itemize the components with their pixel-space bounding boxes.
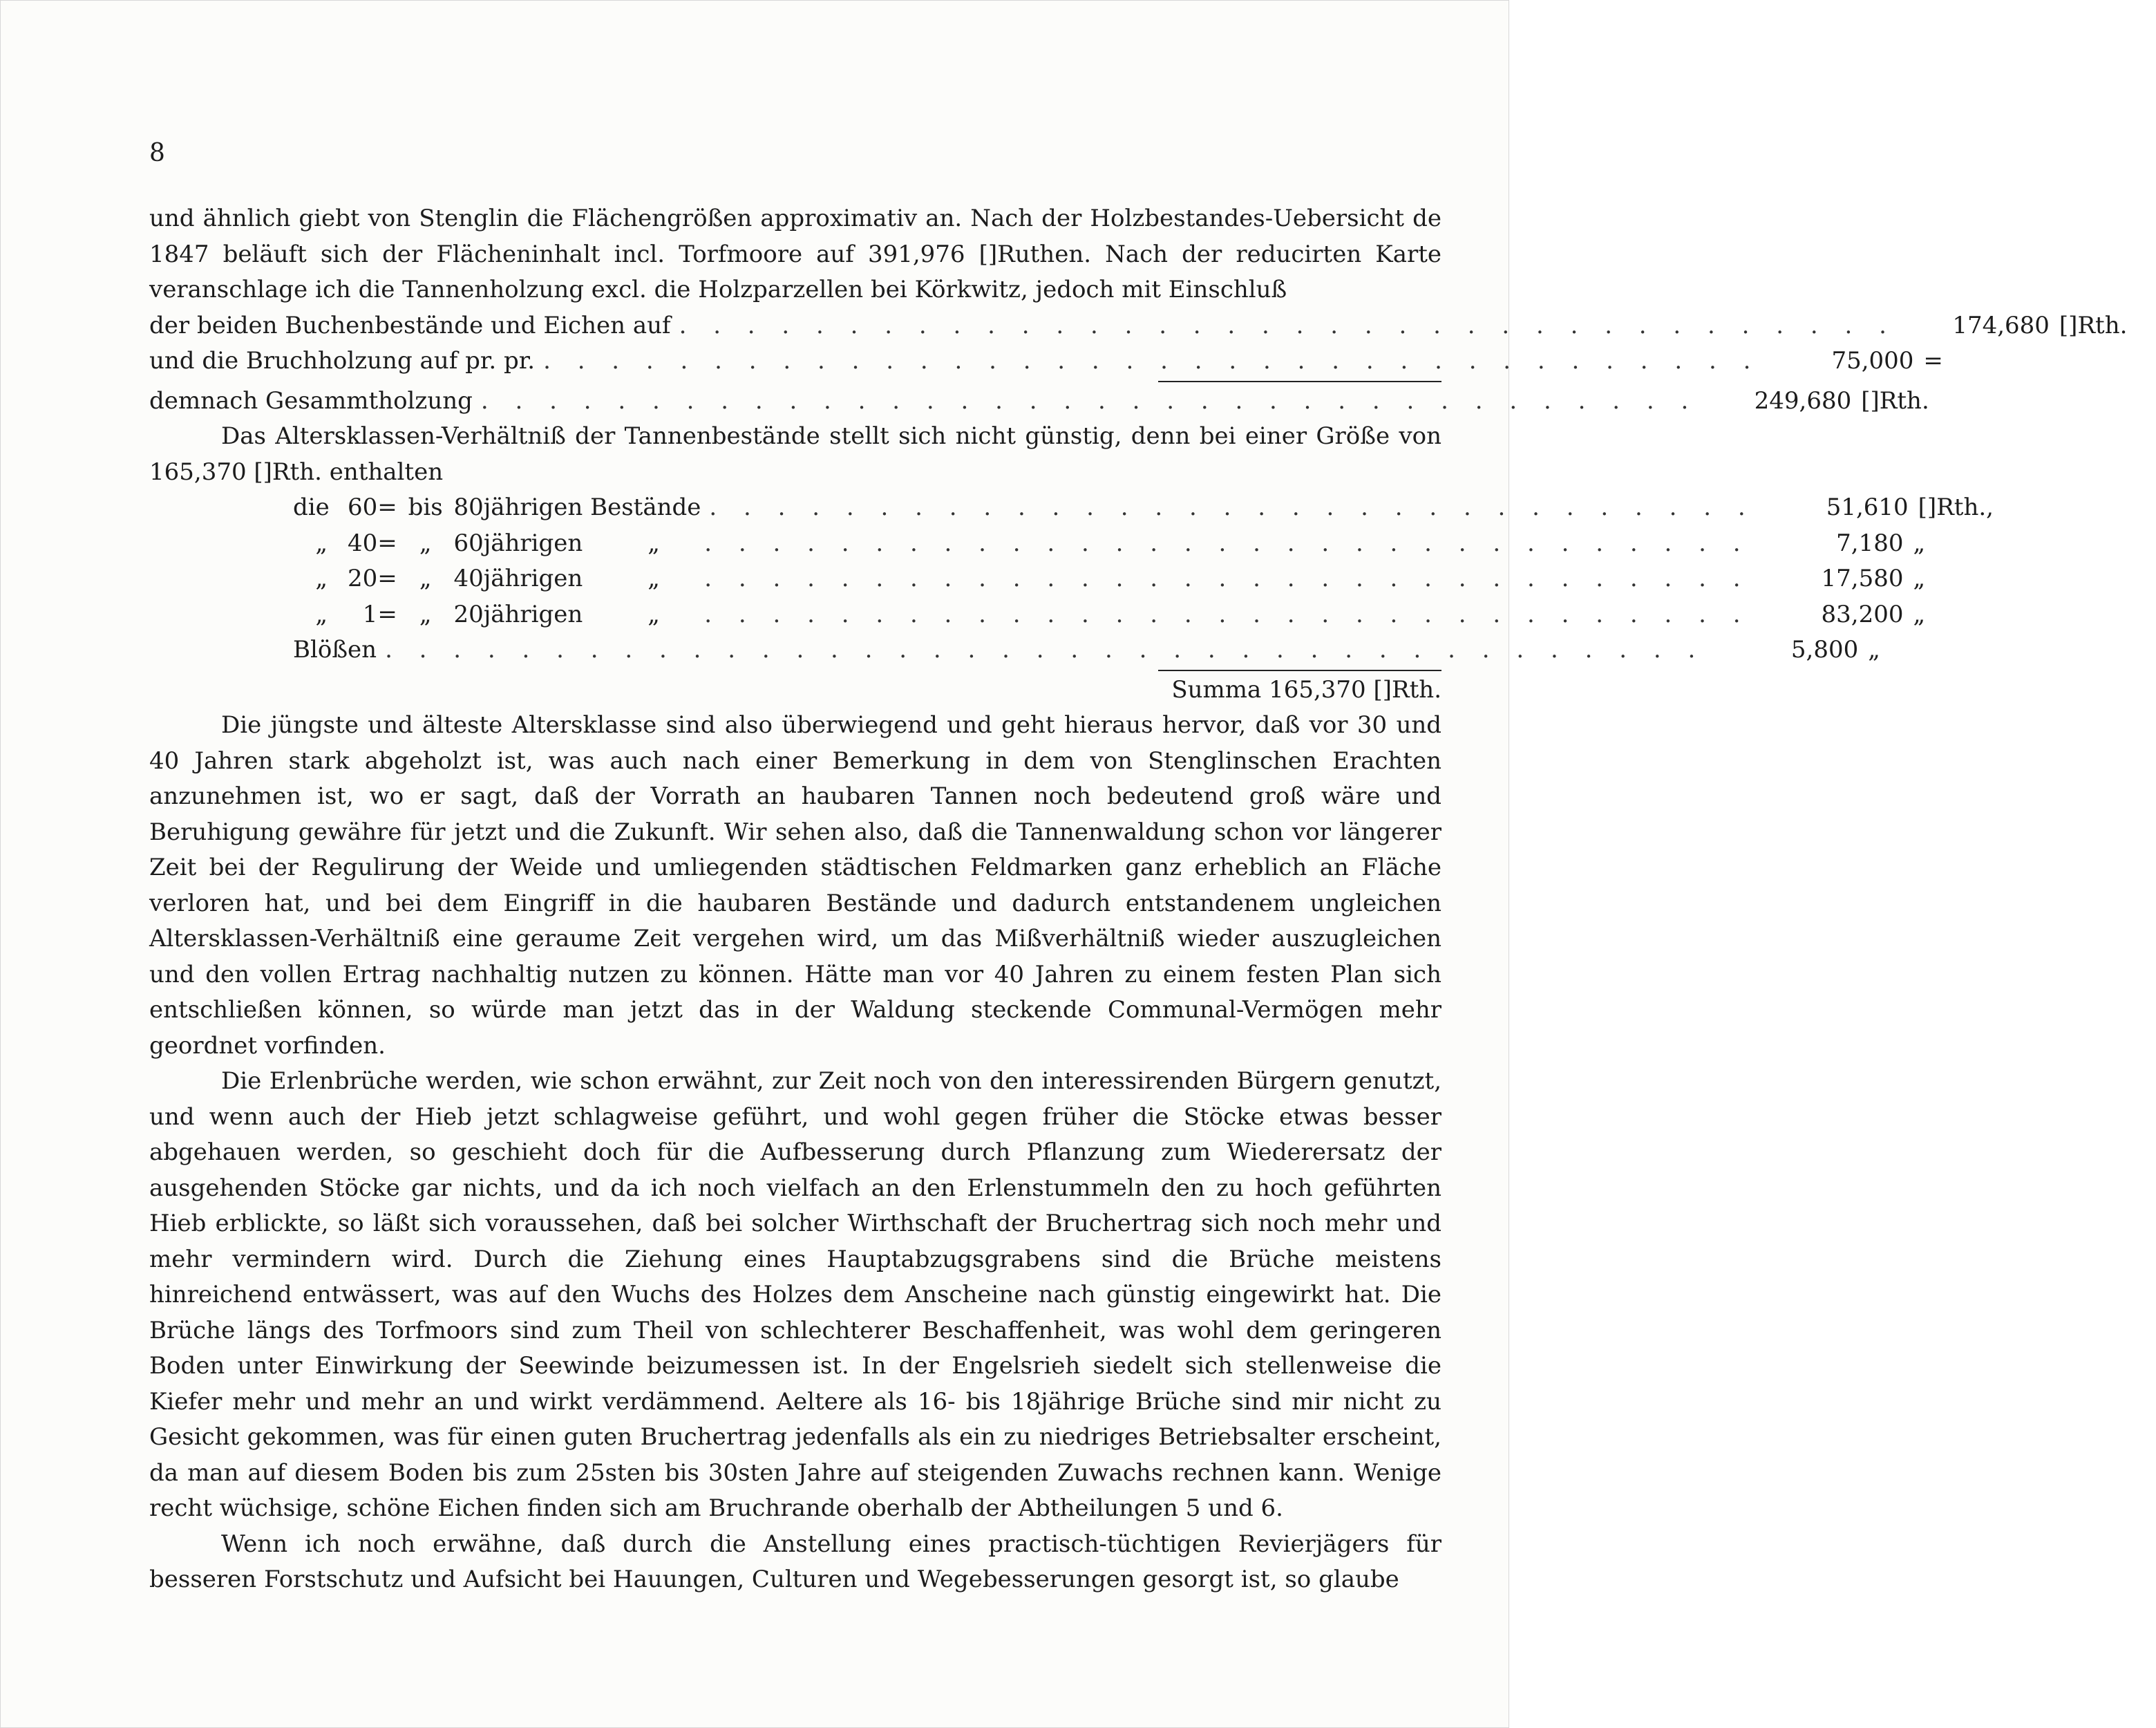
leader-dots: . . . . . . . . . . . . . . . . . . . . . . . . . . . . . . . [704, 600, 1750, 628]
age-lead: „ [315, 565, 328, 592]
age-lead: „ [315, 529, 328, 557]
leader-dots: . . . . . . . . . . . . . . . . . . . . . . . . . . . . . . . . . . . . . . . [385, 636, 1705, 664]
age-amount: 7,180 [1836, 529, 1904, 557]
age-from: 60= [348, 494, 397, 521]
area-row-amount: 75,000 [1831, 347, 1914, 375]
area-row-total [149, 384, 1929, 420]
page-body [149, 201, 2128, 1598]
area-row-bruch [149, 344, 1943, 379]
age-row [293, 526, 1926, 562]
age-row [293, 561, 1926, 597]
area-row-amount: 174,680 [1952, 311, 2050, 339]
paragraph: Wenn ich noch erwähne, daß durch die Anstellung eines practisch-tüchtigen Revierjägers für besseren Forstschutz und Aufsicht bei Hauungen, Culturen und Wegebesserungen gesorgt ist, so glaube [149, 1530, 1441, 1593]
age-lead: „ [315, 600, 328, 628]
age-row [293, 490, 1994, 526]
area-row-unit: []Rth. [2059, 311, 2128, 339]
age-mid: „ [419, 600, 432, 628]
bloessen-unit: „ [1868, 636, 1880, 664]
area-total-amount: 249,680 [1754, 386, 1852, 415]
age-mid: bis [408, 494, 443, 521]
leader-dots: . . . . . . . . . . . . . . . . . . . . . . . . . . . . . . . [704, 529, 1750, 557]
age-amount: 83,200 [1821, 600, 1904, 628]
leader-dots: . . . . . . . . . . . . . . . . . . . . . . . . . . . . . . . [709, 494, 1755, 521]
age-row-bloessen [293, 632, 1880, 668]
summa-line: Summa 165,370 []Rth. [1171, 675, 1441, 704]
leader-dots: . . . . . . . . . . . . . . . . . . . . . . . . . . . . . . . . . . . . [480, 386, 1699, 415]
age-unit: []Rth., [1918, 494, 1994, 521]
area-total-unit: []Rth. [1861, 386, 1929, 415]
area-row-label: der beiden Buchenbestände und Eichen auf [149, 311, 671, 339]
age-class-table [293, 490, 1994, 668]
paragraph: Die Erlenbrüche werden, wie schon erwähnt, zur Zeit noch von den interessirenden Bürgern genutzt, und wenn auch der Hieb jetzt schlagweise geführt, und wohl gegen früher die Stöcke etwas besser abgehauen werden, so geschieht doch für die Aufbesserung durch Pflanzung zum Wiederersatz der ausgehenden Stöcke gar nichts, und da ich noch vielfach an den Erlenstummeln den zu hoch geführten Hieb erblickte, so läßt sich voraussehen, daß bei solcher Wirthschaft der Bruchertrag sich noch mehr und mehr vermindern wird. Durch die Ziehung eines Hauptabzugsgrabens sind die Brüche meistens hinreichend entwässert, was auf den Wuchs des Holzes dem Anscheine nach günstig eingewirkt hat. Die Brüche längs des Torfmoors sind zum Theil von schlechterer Beschaffenheit, was wohl dem geringeren Boden unter Einwirkung der Seewinde beizumessen ist. In der Engelsrieh siedelt sich stellenweise die Kiefer mehr und mehr an und wirkt verdämmend. Aeltere als 16- bis 18jährige Brüche sind mir nicht zu Gesicht gekommen, was für einen guten Bruchertrag jedenfalls als ein zu niedriges Betriebsalter erscheint, da man auf diesem Boden bis zum 25sten bis 30sten Jahre auf steigenden Zuwachs rechnen kann. Wenige recht wüchsige, schöne Eichen finden sich am Bruchrande oberhalb der Abtheilungen 5 und 6. [149, 1067, 1441, 1522]
bloessen-amount: 5,800 [1790, 636, 1859, 664]
age-from: 20= [348, 565, 397, 592]
age-desc: 60jährigen [453, 529, 583, 557]
bloessen-label: Blößen [293, 636, 377, 664]
area-row-beech-oak [149, 308, 2128, 344]
age-ditto: „ [647, 600, 660, 628]
area-row-label: und die Bruchholzung auf pr. pr. [149, 347, 536, 375]
leader-dots: . . . . . . . . . . . . . . . . . . . . . . . . . . . . . . . . . . . . [543, 347, 1761, 375]
age-from: 1= [362, 600, 397, 628]
leader-dots: . . . . . . . . . . . . . . . . . . . . . . . . . . . . . . . . . . . . [679, 311, 1896, 339]
age-row [293, 597, 1926, 633]
age-amount: 51,610 [1826, 494, 1909, 521]
intro-paragraph: und ähnlich giebt von Stenglin die Flächengrößen approximativ an. Nach der Holzbestandes-Uebersicht de 1847 beläuft sich der Flächeninhalt incl. Torfmoore auf 391,976 []Ruthen. Nach der reducirten Karte veranschlage ich die Tannenholzung excl. die Holzparzellen bei Körkwitz, jedoch mit Einschluß [149, 205, 1441, 303]
leader-dots: . . . . . . . . . . . . . . . . . . . . . . . . . . . . . . . [704, 565, 1750, 592]
age-desc: 80jährigen Bestände [453, 494, 701, 521]
age-unit: „ [1913, 600, 1926, 628]
age-mid: „ [419, 529, 432, 557]
age-from: 40= [348, 529, 397, 557]
sum-rule [1158, 670, 1441, 671]
age-ditto: „ [647, 565, 660, 592]
area-total-label: demnach Gesammtholzung [149, 386, 473, 415]
age-mid: „ [419, 565, 432, 592]
age-unit: „ [1913, 565, 1926, 592]
age-amount: 17,580 [1821, 565, 1904, 592]
age-desc: 40jährigen [453, 565, 583, 592]
age-unit: „ [1913, 529, 1926, 557]
age-intro-paragraph: Das Altersklassen-Verhältniß der Tannenbestände stellt sich nicht günstig, denn bei einer Größe von 165,370 []Rth. enthalten [149, 422, 1441, 486]
age-desc: 20jährigen [453, 600, 583, 628]
sum-rule [1158, 381, 1441, 382]
page-number: 8 [149, 139, 165, 167]
area-row-unit: = [1923, 347, 1943, 375]
paragraph: Die jüngste und älteste Altersklasse sind also überwiegend und geht hieraus hervor, daß vor 30 und 40 Jahren stark abgeholzt ist, was auch nach einer Bemerkung in dem von Stenglinschen Erachten anzunehmen ist, wo er sagt, daß der Vorrath an haubaren Tannen noch bedeutend groß wäre und Beruhigung gewähre für jetzt und die Zukunft. Wir sehen also, daß die Tannenwaldung schon vor längerer Zeit bei der Regulirung der Weide und umliegenden städtischen Feldmarken ganz erheblich an Fläche verloren hat, und bei dem Eingriff in die haubaren Bestände und dadurch entstandenem ungleichen Altersklassen-Verhältniß eine geraume Zeit vergehen wird, um das Mißverhältniß wieder auszugleichen und den vollen Ertrag nachhaltig nutzen zu können. Hätte man vor 40 Jahren zu einem festen Plan sich entschließen können, so würde man jetzt das in der Waldung steckende Communal-Vermögen mehr geordnet vorfinden. [149, 711, 1441, 1060]
age-lead: die [293, 494, 330, 521]
age-ditto: „ [647, 529, 660, 557]
